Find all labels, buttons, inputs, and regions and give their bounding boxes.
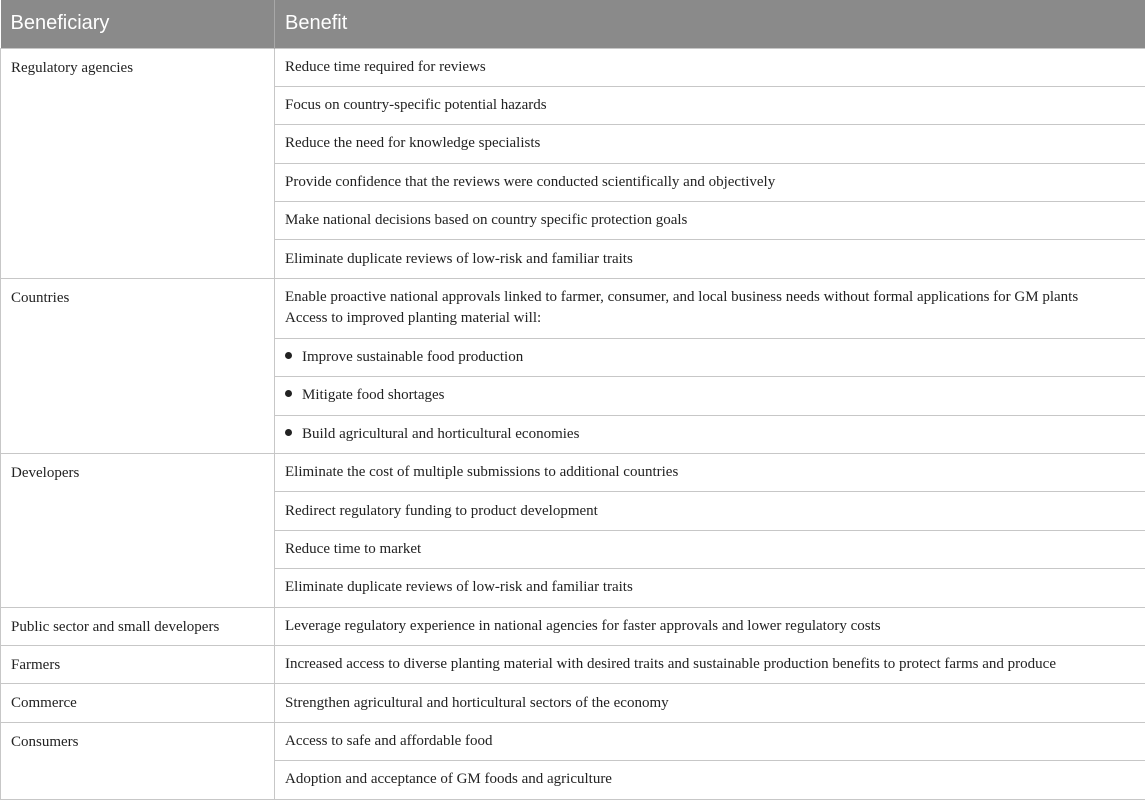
benefit-cell: Strengthen agricultural and horticultural sectors of the economy xyxy=(275,684,1145,722)
benefit-cell: Eliminate duplicate reviews of low-risk and familiar traits xyxy=(275,569,1145,607)
benefit-cell: Leverage regulatory experience in national agencies for faster approvals and lower regulatory costs xyxy=(275,607,1145,645)
header-row xyxy=(1,0,1145,48)
benefit-intro-line: Enable proactive national approvals linked to farmer, consumer, and local business needs without formal applications for GM plants xyxy=(285,289,1079,306)
bullet-icon xyxy=(285,352,292,359)
beneficiary-cell: Developers xyxy=(1,454,275,608)
bullet-text: Improve sustainable food production xyxy=(302,349,524,366)
benefit-cell: Focus on country-specific potential hazards xyxy=(275,86,1145,124)
table-row xyxy=(1,684,1145,722)
benefit-cell: Reduce the need for knowledge specialists xyxy=(275,125,1145,163)
table-row xyxy=(1,278,1145,338)
table-row xyxy=(1,48,1145,86)
table-row xyxy=(1,645,1145,683)
table-row xyxy=(1,454,1145,492)
bullet-icon xyxy=(285,390,292,397)
bullet-text: Mitigate food shortages xyxy=(302,387,445,404)
bullet-text: Build agricultural and horticultural economies xyxy=(302,425,580,442)
benefit-cell: Access to safe and affordable food xyxy=(275,722,1145,760)
benefit-cell: Provide confidence that the reviews were conducted scientifically and objectively xyxy=(275,163,1145,201)
table-row xyxy=(1,607,1145,645)
benefit-cell: Adoption and acceptance of GM foods and agriculture xyxy=(275,761,1145,799)
benefit-cell: Reduce time to market xyxy=(275,530,1145,568)
beneficiary-cell: Countries xyxy=(1,278,275,453)
benefit-cell xyxy=(275,415,1145,453)
beneficiary-cell: Farmers xyxy=(1,645,275,683)
beneficiary-cell: Consumers xyxy=(1,722,275,799)
benefit-cell xyxy=(275,338,1145,376)
benefit-cell: Increased access to diverse planting material with desired traits and sustainable production benefits to protect farms and produce xyxy=(275,645,1145,683)
benefit-intro-line: Access to improved planting material will: xyxy=(285,310,542,327)
benefit-cell: Redirect regulatory funding to product development xyxy=(275,492,1145,530)
benefit-cell: Eliminate the cost of multiple submissions to additional countries xyxy=(275,454,1145,492)
benefit-cell: Reduce time required for reviews xyxy=(275,48,1145,86)
benefit-cell: Make national decisions based on country specific protection goals xyxy=(275,202,1145,240)
table-row xyxy=(1,722,1145,760)
table-header xyxy=(1,0,1145,48)
benefit-cell xyxy=(275,377,1145,415)
beneficiary-cell: Public sector and small developers xyxy=(1,607,275,645)
bullet-icon xyxy=(285,429,292,436)
beneficiary-cell: Commerce xyxy=(1,684,275,722)
benefit-cell: Eliminate duplicate reviews of low-risk and familiar traits xyxy=(275,240,1145,278)
beneficiary-cell: Regulatory agencies xyxy=(1,48,275,278)
header-benefit: Benefit xyxy=(275,0,1145,48)
table-body xyxy=(1,48,1145,799)
header-beneficiary: Beneficiary xyxy=(1,0,275,48)
benefit-cell xyxy=(275,278,1145,338)
